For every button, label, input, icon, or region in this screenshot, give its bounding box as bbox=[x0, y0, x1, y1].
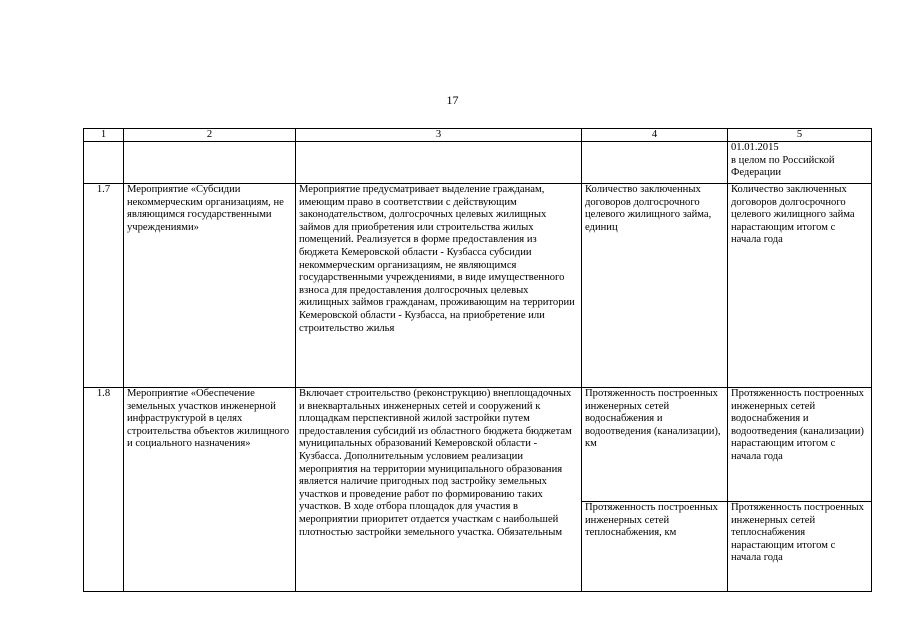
row-1-7-number: 1.7 bbox=[84, 184, 124, 388]
page-number: 17 bbox=[446, 93, 459, 107]
row-1-8-indicator-1: Протяженность построенных инженерных сетей водоснабжения и водоотведения (канализации), км bbox=[582, 388, 728, 502]
continued-cell-2 bbox=[124, 142, 296, 184]
row-1-8-description bbox=[296, 388, 582, 592]
continued-row bbox=[84, 142, 872, 184]
continued-cell-3 bbox=[296, 142, 582, 184]
row-1-8-description-text: Включает строительство (реконструкцию) внеплощадочных и внеквартальных инженерных сетей и сооружений к площадкам перспективной жилой застройки путем предоставления субсидий из областного бюджета бюджетам муниципальных образований Кемеровской области - Кузбасса. Дополнительным условием реализации мероприятия на территории муниципального образования является наличие пригодных под застройку земельных участков и проведение работ по формированию таких участков. В ходе отбора площадок для участия в мероприятии приоритет отдается участкам с наибольшей плотностью застройки земельного участка. Обязательным bbox=[299, 388, 572, 538]
continued-cell-1 bbox=[84, 142, 124, 184]
row-1-8-number: 1.8 bbox=[84, 388, 124, 592]
header-col-3: 3 bbox=[296, 129, 582, 142]
row-1-8-method-2: Протяженность построенных инженерных сетей теплоснабжения нарастающим итогом с начала года bbox=[728, 502, 872, 592]
row-1-7-event: Мероприятие «Субсидии некоммерческим организациям, не являющимся государственными учреждениями» bbox=[124, 184, 296, 388]
header-col-5: 5 bbox=[728, 129, 872, 142]
row-1-7-description-text: Мероприятие предусматривает выделение гражданам, имеющим право в соответствии с действующим законодательством, долгосрочных целевых жилищных займов для приобретения или строительства жилых помещений. Реализуется в форме предоставления из бюджета Кемеровской области - Кузбасса субсидии некоммерческим организациям, не являющимся государственными учреждениями, в виде имущественного взноса для предоставления долгосрочных целевых жилищных займов гражданам, проживающим на территории Кемеровской области - Кузбасса, на приобретение или строительство жилья bbox=[299, 184, 575, 334]
continued-cell-5-line-1: 01.01.2015 bbox=[731, 142, 779, 153]
table-row-1-7 bbox=[84, 184, 872, 388]
row-1-8-method-1: Протяженность построенных инженерных сетей водоснабжения и водоотведения (канализации) нарастающим итогом с начала года bbox=[728, 388, 872, 502]
table-row-1-8a bbox=[84, 388, 872, 502]
table-header-row bbox=[84, 129, 872, 142]
header-col-1: 1 bbox=[84, 129, 124, 142]
continued-cell-5 bbox=[728, 142, 872, 184]
continued-cell-4 bbox=[582, 142, 728, 184]
row-1-7-description bbox=[296, 184, 582, 388]
continued-cell-5-line-2: в целом по Российской Федерации bbox=[731, 154, 835, 179]
row-1-7-indicator: Количество заключенных договоров долгосрочного целевого жилищного займа, единиц bbox=[582, 184, 728, 388]
row-1-7-method: Количество заключенных договоров долгосрочного целевого жилищного займа нарастающим итогом с начала года bbox=[728, 184, 872, 388]
header-col-4: 4 bbox=[582, 129, 728, 142]
row-1-8-event: Мероприятие «Обеспечение земельных участков инженерной инфраструктурой в целях строительства объектов жилищного и социального назначения» bbox=[124, 388, 296, 592]
indicators-table bbox=[83, 128, 872, 592]
header-col-2: 2 bbox=[124, 129, 296, 142]
row-1-8-indicator-2: Протяженность построенных инженерных сетей теплоснабжения, км bbox=[582, 502, 728, 592]
